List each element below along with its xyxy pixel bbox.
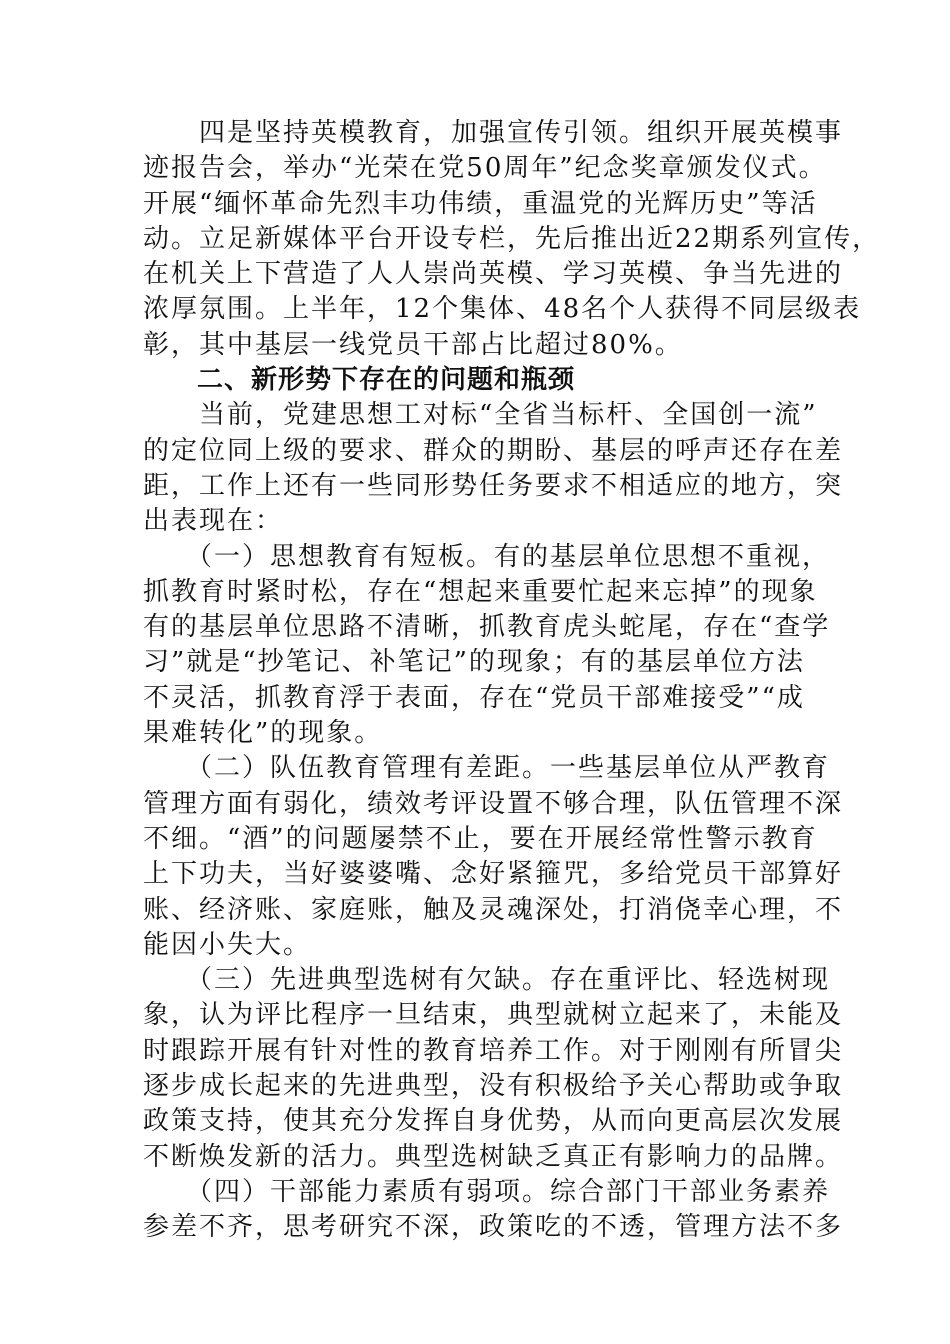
text-line: 时跟踪开展有针对性的教育培养工作。对于刚刚有所冒尖 — [143, 1035, 844, 1066]
paragraph-heroes-education — [143, 116, 881, 363]
text-line: 出表现在： — [143, 506, 284, 537]
text-line: 迹报告会，举办“光荣在党50周年”纪念奖章颁发仪式。 — [143, 153, 827, 184]
section-title: 二、新形势下存在的问题和瓶颈 — [143, 365, 576, 396]
text-line: 当前，党建思想工对标“全省当标杆、全国创一流” — [143, 400, 818, 431]
paragraph-problem-2 — [143, 751, 844, 963]
text-line: （三）先进典型选树有欠缺。存在重评比、轻选树现 — [143, 965, 831, 996]
text-line: 不灵活，抓教育浮于表面，存在“党员干部难接受”“成 — [143, 682, 805, 713]
text-line: 政策支持，使其充分发挥自身优势，从而向更高层次发展 — [143, 1106, 844, 1137]
text-line: 距，工作上还有一些同形势任务要求不相适应的地方，突 — [143, 470, 844, 501]
paragraph-problem-4 — [143, 1175, 844, 1246]
text-line: 四是坚持英模教育，加强宣传引领。组织开展英模事 — [143, 118, 844, 148]
text-line: 在机关上下营造了人人崇尚英模、学习英模、争当先进的 — [143, 259, 844, 290]
text-line: 不细。“酒”的问题屡禁不止，要在开展经常性警示教育 — [143, 823, 818, 854]
text-line: 逐步成长起来的先进典型，没有积极给予关心帮助或争取 — [143, 1071, 844, 1102]
text-line: 参差不齐，思考研究不深，政策吃的不透，管理方法不多 — [143, 1212, 844, 1243]
text-line: （一）思想教育有短板。有的基层单位思想不重视， — [143, 541, 831, 572]
paragraph-intro — [143, 398, 844, 539]
text-line: 习”就是“抄笔记、补笔记”的现象；有的基层单位方法 — [143, 647, 805, 678]
text-line: 果难转化”的现象。 — [143, 718, 383, 749]
text-line: 动。立足新媒体平台开设专栏，先后推出近22期系列宣传， — [143, 223, 881, 254]
paragraph-problem-3 — [143, 963, 844, 1175]
section-heading — [143, 363, 813, 398]
text-line: 象，认为评比程序一旦结束，典型就树立起来了，未能及 — [143, 1000, 844, 1031]
text-line: 彰，其中基层一线党员干部占比超过80%。 — [143, 329, 683, 360]
text-line: 管理方面有弱化，绩效考评设置不够合理，队伍管理不深 — [143, 788, 844, 819]
text-line: 抓教育时紧时松，存在“想起来重要忙起来忘掉”的现象 — [143, 576, 818, 607]
text-line: （二）队伍教育管理有差距。一些基层单位从严教育 — [143, 753, 831, 784]
text-line: （四）干部能力素质有弱项。综合部门干部业务素养 — [143, 1176, 831, 1207]
text-line: 的定位同上级的要求、群众的期盼、基层的呼声还存在差 — [143, 435, 844, 466]
text-line: 上下功夫，当好婆婆嘴、念好紧箍咒，多给党员干部算好 — [143, 859, 844, 890]
text-line: 有的基层单位思路不清晰，抓教育虎头蛇尾，存在“查学 — [143, 612, 831, 643]
text-line: 账、经济账、家庭账，触及灵魂深处，打消侥幸心理，不 — [143, 894, 844, 925]
document-body — [143, 116, 881, 1246]
text-line: 浓厚氛围。上半年，12个集体、48名个人获得不同层级表 — [143, 294, 862, 325]
text-line: 不断焕发新的活力。典型选树缺乏真正有影响力的品牌。 — [143, 1141, 844, 1172]
paragraph-problem-1 — [143, 540, 831, 752]
text-line: 开展“缅怀革命先烈丰功伟绩，重温党的光辉历史”等活 — [143, 188, 818, 219]
text-line: 能因小失大。 — [143, 929, 312, 960]
